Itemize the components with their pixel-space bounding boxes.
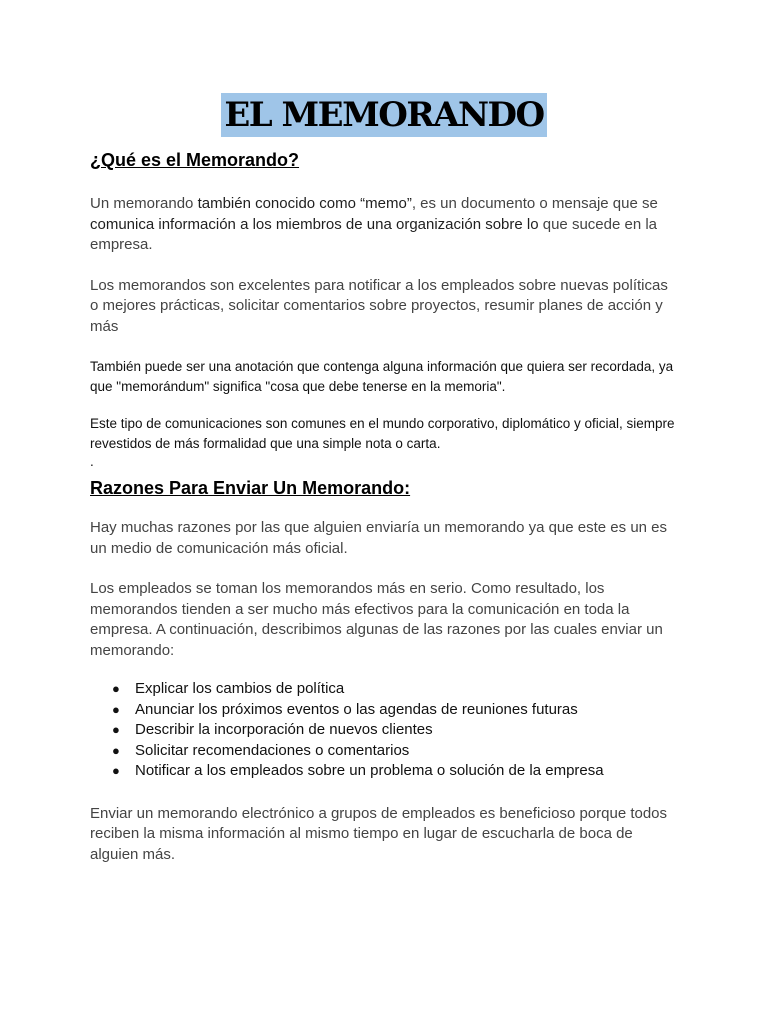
bullet-icon: ● (112, 722, 120, 737)
document-title: EL MEMORANDO (221, 93, 546, 137)
text-run: Un memorando (90, 195, 198, 212)
title-container (0, 93, 768, 137)
section-heading-razones: Razones Para Enviar Un Memorando: (90, 478, 411, 498)
bullet-icon: ● (112, 681, 120, 696)
reasons-list (90, 679, 680, 782)
list-item-text: Explicar los cambios de política (135, 680, 345, 697)
list-item-text: Notificar a los empleados sobre un problema o solución de la empresa (135, 762, 604, 779)
section-heading-que-es: ¿Qué es el Memorando? (90, 150, 300, 170)
list-item (90, 700, 680, 721)
paragraph-definition (90, 194, 680, 256)
stray-dot: . (90, 454, 94, 469)
list-item (90, 741, 680, 762)
paragraph-electronic-memo: Enviar un memorando electrónico a grupos de empleados es beneficioso porque todos reciben la misma información al mismo tiempo en lugar de escucharla de boca de alguien más. (90, 804, 668, 863)
list-item-text: Anunciar los próximos eventos o las agendas de reuniones futuras (135, 700, 578, 718)
list-item (90, 761, 680, 782)
bullet-icon: ● (112, 742, 120, 758)
paragraph-employees: Los empleados se toman los memorandos más en serio. Como resultado, los memorandos tienden a ser mucho más efectivos para la comunicación en toda la empresa. A continuación, describimos algunas de las razones por las cuales enviar un memorando: (90, 580, 663, 659)
bullet-icon: ● (112, 701, 120, 717)
text-run: , es un documento o mensaje que se (411, 195, 658, 212)
list-item-text: Solicitar recomendaciones o comentarios (135, 741, 410, 759)
list-item (90, 720, 680, 741)
text-run: también conocido como “memo” (197, 195, 412, 212)
list-item (90, 679, 680, 700)
paragraph-uses: Los memorandos son excelentes para notificar a los empleados sobre nuevas políticas o mejores prácticas, solicitar comentarios sobre proyectos, resumir planes de acción y más (90, 276, 668, 335)
list-item-text: Describir la incorporación de nuevos clientes (135, 721, 433, 738)
document-body (90, 148, 680, 865)
paragraph-reasons-intro: Hay muchas razones por las que alguien enviaría un memorando ya que este es un es un medio de comunicación más oficial. (90, 519, 668, 557)
paragraph-communications: Este tipo de comunicaciones son comunes en el mundo corporativo, diplomático y oficial, siempre revestidos de más formalidad que una simple nota o carta. (90, 416, 675, 451)
text-run: comunica información a los miembros de una organización sobre lo (90, 215, 539, 233)
text-run: que sucede en la empresa. (90, 215, 658, 253)
paragraph-annotation: También puede ser una anotación que contenga alguna información que quiera ser recordada, ya que "memorándum" significa "cosa que debe tenerse en la memoria". (90, 359, 674, 394)
bullet-icon: ● (112, 763, 120, 778)
